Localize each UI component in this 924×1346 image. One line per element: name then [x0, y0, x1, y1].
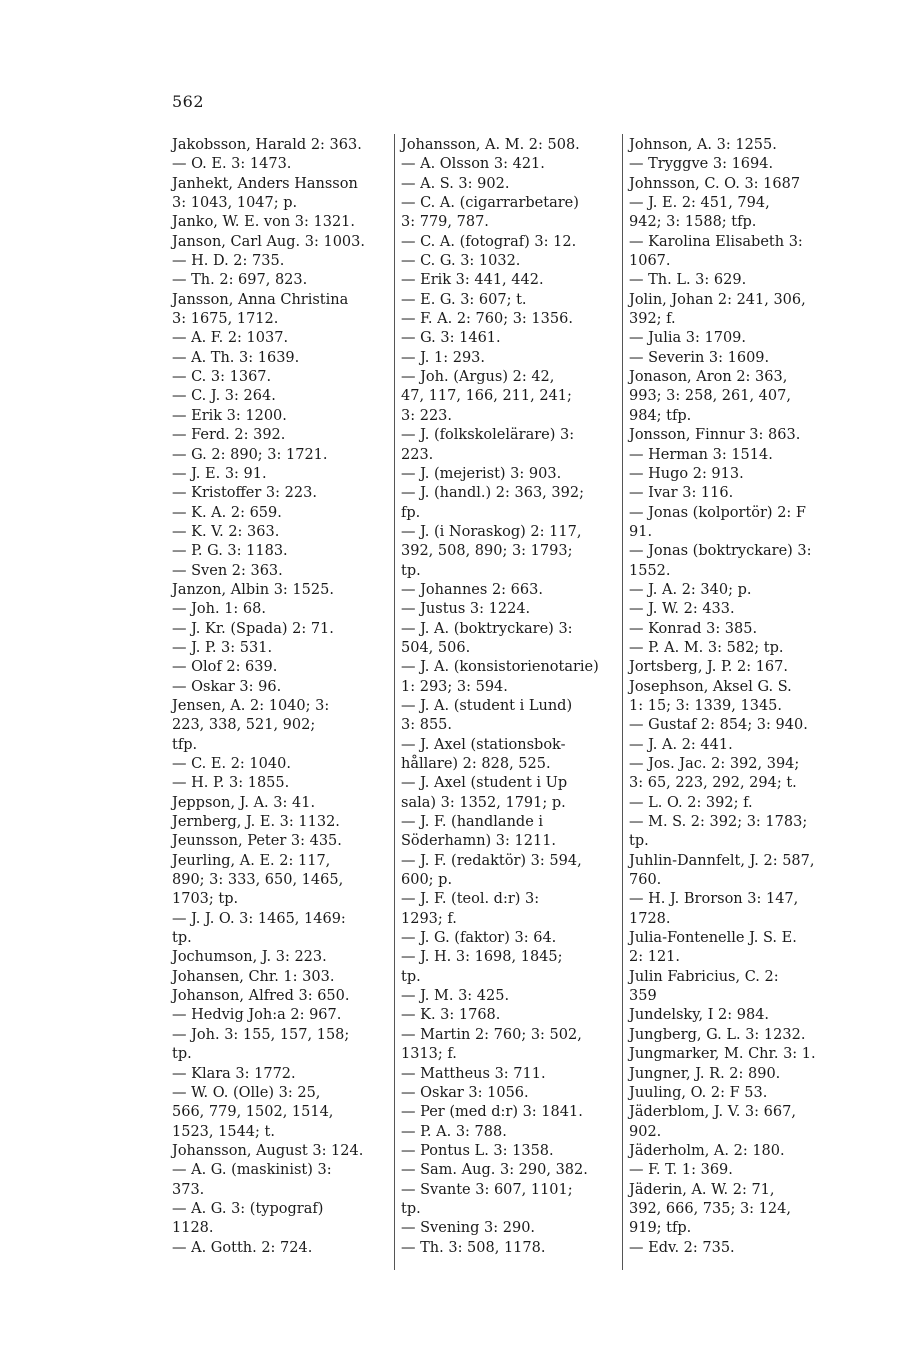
index-column-1: [172, 136, 390, 1258]
index-entry-line: — J. J. O. 3: 1465, 1469:: [172, 910, 346, 927]
index-entry-line: — H. D. 2: 735.: [172, 253, 285, 270]
index-entry-line: — Erik 3: 1200.: [172, 407, 287, 424]
index-entry-line: — Jos. Jac. 2: 392, 394;: [629, 756, 800, 772]
index-entry-line: tp.: [172, 1046, 192, 1063]
column-rule-right: [622, 134, 623, 1270]
index-entry-line: 3: 223.: [401, 407, 453, 424]
index-entry-line: Janko, W. E. von 3: 1321.: [172, 214, 356, 231]
index-entry-line: — A. Olsson 3: 421.: [401, 156, 545, 173]
index-entry-line: sala) 3: 1352, 1791; p.: [401, 794, 566, 811]
index-entry-line: 984; tfp.: [629, 407, 692, 424]
index-entry-line: Jonason, Aron 2: 363,: [629, 369, 788, 386]
index-entry-line: 3: 1675, 1712.: [172, 311, 279, 328]
index-entry-line: 1728.: [629, 910, 671, 927]
index-entry-line: — A. G. (maskinist) 3:: [172, 1162, 332, 1179]
index-entry-line: — H. J. Brorson 3: 147,: [629, 891, 799, 908]
index-entry-line: — Edv. 2: 735.: [629, 1239, 735, 1256]
index-entry-line: — Th. 3: 508, 1178.: [401, 1239, 546, 1256]
index-entry-line: — K. A. 2: 659.: [172, 504, 282, 521]
index-entry-line: 91.: [629, 523, 653, 540]
index-entry-line: — L. O. 2: 392; f.: [629, 794, 753, 811]
index-entry-line: — J. F. (redaktör) 3: 594,: [401, 852, 582, 869]
index-entry-line: Jeunsson, Peter 3: 435.: [172, 833, 342, 850]
index-entry-line: 1703; tp.: [172, 891, 239, 908]
index-entry-line: 373.: [172, 1181, 205, 1198]
index-entry-line: — Joh. 1: 68.: [172, 601, 266, 618]
index-entry-line: Jäderblom, J. V. 3: 667,: [629, 1104, 796, 1121]
index-entry-line: Jolin, Johan 2: 241, 306,: [629, 291, 806, 308]
index-entry-line: Jakobsson, Harald 2: 363.: [172, 137, 362, 153]
index-entry-line: — Th. L. 3: 629.: [629, 272, 747, 289]
index-entry-line: 1523, 1544; t.: [172, 1123, 275, 1140]
index-entry-line: — J. 1: 293.: [401, 349, 486, 366]
index-entry-line: — J. E. 2: 451, 794,: [629, 195, 770, 212]
index-entry-line: 392; f.: [629, 311, 676, 328]
index-entry-line: Jäderholm, A. 2: 180.: [629, 1142, 785, 1159]
index-entry-line: Johansen, Chr. 1: 303.: [172, 968, 335, 985]
index-entry-line: tp.: [401, 968, 421, 985]
index-entry-line: Julin Fabricius, C. 2:: [629, 968, 779, 985]
index-entry-line: — P. G. 3: 1183.: [172, 543, 288, 560]
index-entry-line: — G. 3: 1461.: [401, 330, 501, 347]
index-entry-line: tfp.: [172, 736, 198, 753]
index-entry-line: — J. A. (student i Lund): [401, 697, 573, 714]
index-entry-line: 1313; f.: [401, 1046, 457, 1063]
index-entry-line: — J. E. 3: 91.: [172, 465, 267, 482]
index-entry-line: Juhlin-Dannfelt, J. 2: 587,: [629, 852, 815, 869]
index-entry-line: — A. S. 3: 902.: [401, 175, 510, 192]
index-entry-line: — Martin 2: 760; 3: 502,: [401, 1026, 582, 1043]
index-entry-line: 1: 293; 3: 594.: [401, 678, 508, 695]
index-entry-line: — M. S. 2: 392; 3: 1783;: [629, 814, 808, 831]
index-entry-line: — Herman 3: 1514.: [629, 446, 773, 463]
index-entry-line: Julia-Fontenelle J. S. E.: [629, 930, 797, 947]
index-entry-line: 3: 779, 787.: [401, 214, 489, 231]
index-entry-line: Jungner, J. R. 2: 890.: [629, 1065, 781, 1082]
index-entry-line: — C. 3: 1367.: [172, 369, 272, 386]
index-entry-line: tp.: [172, 930, 192, 947]
index-entry-line: Janson, Carl Aug. 3: 1003.: [172, 233, 365, 250]
index-entry-line: — Per (med d:r) 3: 1841.: [401, 1104, 583, 1121]
index-entry-line: — Oskar 3: 1056.: [401, 1084, 529, 1101]
index-entry-line: Janhekt, Anders Hansson: [172, 175, 358, 192]
index-entry-line: tp.: [401, 562, 421, 579]
index-entry-line: — Pontus L. 3: 1358.: [401, 1142, 554, 1159]
index-entry-line: — J. M. 3: 425.: [401, 988, 510, 1005]
index-entry-line: Janzon, Albin 3: 1525.: [172, 581, 334, 598]
index-entry-line: — P. A. 3: 788.: [401, 1123, 507, 1140]
index-entry-line: Jernberg, J. E. 3: 1132.: [172, 814, 340, 831]
index-entry-line: — J. (i Noraskog) 2: 117,: [401, 523, 582, 540]
index-entry-line: 1552.: [629, 562, 671, 579]
index-entry-line: — Svening 3: 290.: [401, 1220, 536, 1237]
index-entry-line: Jäderin, A. W. 2: 71,: [629, 1181, 775, 1198]
index-entry-line: Johansson, August 3: 124.: [172, 1142, 364, 1159]
index-entry-line: 890; 3: 333, 650, 1465,: [172, 872, 344, 889]
index-entry-line: 392, 508, 890; 3: 1793;: [401, 543, 573, 560]
index-entry-line: — J. Kr. (Spada) 2: 71.: [172, 620, 334, 637]
index-entry-line: 1067.: [629, 253, 671, 270]
index-entry-line: Jortsberg, J. P. 2: 167.: [629, 659, 788, 676]
index-entry-line: 1128.: [172, 1220, 214, 1237]
index-entry-line: — J. (mejerist) 3: 903.: [401, 465, 562, 482]
index-entry-line: 3: 65, 223, 292, 294; t.: [629, 775, 797, 792]
index-entry-line: — F. A. 2: 760; 3: 1356.: [401, 311, 573, 328]
index-entry-line: — Kristoffer 3: 223.: [172, 485, 317, 502]
index-entry-line: — C. A. (cigarrarbetare): [401, 195, 579, 212]
index-entry-line: 600; p.: [401, 872, 453, 889]
index-entry-line: Johanson, Alfred 3: 650.: [172, 988, 350, 1005]
index-entry-line: tp.: [401, 1200, 421, 1217]
index-entry-line: 223, 338, 521, 902;: [172, 717, 316, 734]
index-entry-line: — J. H. 3: 1698, 1845;: [401, 949, 563, 966]
index-entry-line: — H. P. 3: 1855.: [172, 775, 290, 792]
index-entry-line: — J. Axel (stationsbok-: [401, 736, 566, 753]
index-entry-line: — J. A. (konsistorienotarie): [401, 659, 599, 676]
index-entry-line: Jansson, Anna Christina: [172, 291, 349, 308]
index-entry-line: — G. 2: 890; 3: 1721.: [172, 446, 328, 463]
index-entry-line: — Mattheus 3: 711.: [401, 1065, 546, 1082]
index-entry-line: — J. Axel (student i Up: [401, 775, 568, 792]
index-entry-line: — Justus 3: 1224.: [401, 601, 531, 618]
index-entry-line: — C. J. 3: 264.: [172, 388, 276, 405]
index-entry-line: — Klara 3: 1772.: [172, 1065, 296, 1082]
index-entry-line: — Jonas (boktryckare) 3:: [629, 543, 812, 560]
index-entry-line: Juuling, O. 2: F 53.: [629, 1084, 768, 1101]
index-entry-line: — Olof 2: 639.: [172, 659, 278, 676]
index-entry-line: 760.: [629, 872, 662, 889]
column-rule-left: [394, 134, 395, 1270]
index-entry-line: — A. Gotth. 2: 724.: [172, 1239, 313, 1256]
index-entry-line: — E. G. 3: 607; t.: [401, 291, 527, 308]
index-entry-line: hållare) 2: 828, 525.: [401, 756, 551, 772]
index-entry-line: 942; 3: 1588; tfp.: [629, 214, 757, 231]
index-entry-line: — Konrad 3: 385.: [629, 620, 758, 637]
index-entry-line: — Ivar 3: 116.: [629, 485, 734, 502]
index-entry-line: — J. G. (faktor) 3: 64.: [401, 930, 557, 947]
index-entry-line: — K. 3: 1768.: [401, 1007, 501, 1024]
index-entry-line: — Svante 3: 607, 1101;: [401, 1181, 573, 1198]
index-entry-line: — C. G. 3: 1032.: [401, 253, 521, 270]
index-entry-line: Söderhamn) 3: 1211.: [401, 833, 557, 850]
index-entry-line: — C. E. 2: 1040.: [172, 756, 291, 772]
index-entry-line: Jundelsky, I 2: 984.: [629, 1007, 770, 1024]
index-entry-line: 504, 506.: [401, 639, 471, 656]
index-entry-line: — J. A. 2: 441.: [629, 736, 733, 753]
index-entry-line: — J. (handl.) 2: 363, 392;: [401, 485, 584, 502]
index-entry-line: — C. A. (fotograf) 3: 12.: [401, 233, 577, 250]
index-entry-line: 223.: [401, 446, 434, 463]
index-entry-line: — Jonas (kolportör) 2: F: [629, 504, 806, 521]
index-entry-line: — J. F. (handlande i: [401, 814, 544, 831]
index-entry-line: — J. A. 2: 340; p.: [629, 581, 752, 598]
index-entry-line: tp.: [629, 833, 649, 850]
index-entry-line: — Julia 3: 1709.: [629, 330, 747, 347]
index-entry-line: Jonsson, Finnur 3: 863.: [629, 427, 801, 444]
index-entry-line: 392, 666, 735; 3: 124,: [629, 1200, 791, 1217]
index-entry-line: — Erik 3: 441, 442.: [401, 272, 544, 289]
index-entry-line: — P. A. M. 3: 582; tp.: [629, 639, 784, 656]
index-entry-line: Johansson, A. M. 2: 508.: [401, 137, 580, 153]
index-entry-line: — A. F. 2: 1037.: [172, 330, 289, 347]
index-entry-line: 566, 779, 1502, 1514,: [172, 1104, 334, 1121]
index-entry-line: — Johannes 2: 663.: [401, 581, 543, 598]
page-number: 562: [172, 92, 205, 111]
index-entry-line: — Sven 2: 363.: [172, 562, 283, 579]
index-entry-line: — Hugo 2: 913.: [629, 465, 744, 482]
index-entry-line: — J. F. (teol. d:r) 3:: [401, 891, 540, 908]
index-entry-line: Jensen, A. 2: 1040; 3:: [172, 697, 330, 714]
index-entry-line: — J. A. (boktryckare) 3:: [401, 620, 573, 637]
index-entry-line: — Ferd. 2: 392.: [172, 427, 286, 444]
index-entry-line: Johnson, A. 3: 1255.: [629, 137, 777, 153]
index-entry-line: fp.: [401, 504, 421, 521]
index-column-2: [401, 136, 617, 1258]
index-entry-line: Josephson, Aksel G. S.: [629, 678, 792, 695]
index-entry-line: — Gustaf 2: 854; 3: 940.: [629, 717, 808, 734]
index-entry-line: — F. T. 1: 369.: [629, 1162, 733, 1179]
index-entry-line: — K. V. 2: 363.: [172, 523, 280, 540]
index-entry-line: — Sam. Aug. 3: 290, 382.: [401, 1162, 588, 1179]
index-entry-line: — Hedvig Joh:a 2: 967.: [172, 1007, 342, 1024]
index-entry-line: — Tryggve 3: 1694.: [629, 156, 774, 173]
index-column-3: [629, 136, 853, 1258]
index-entry-line: Johnsson, C. O. 3: 1687: [629, 175, 801, 192]
index-entry-line: — Karolina Elisabeth 3:: [629, 233, 803, 250]
index-entry-line: 1: 15; 3: 1339, 1345.: [629, 697, 783, 714]
index-entry-line: — W. O. (Olle) 3: 25,: [172, 1084, 321, 1101]
index-entry-line: 1293; f.: [401, 910, 457, 927]
index-entry-line: Jungberg, G. L. 3: 1232.: [629, 1026, 806, 1043]
index-entry-line: 993; 3: 258, 261, 407,: [629, 388, 791, 405]
index-entry-line: 3: 855.: [401, 717, 453, 734]
index-entry-line: — J. P. 3: 531.: [172, 639, 273, 656]
index-entry-line: 3: 1043, 1047; p.: [172, 195, 298, 212]
index-entry-line: Jeppson, J. A. 3: 41.: [172, 794, 316, 811]
index-entry-line: Jochumson, J. 3: 223.: [172, 949, 327, 966]
index-entry-line: Jeurling, A. E. 2: 117,: [172, 852, 331, 869]
index-entry-line: — A. G. 3: (typograf): [172, 1200, 324, 1217]
index-entry-line: — A. Th. 3: 1639.: [172, 349, 300, 366]
index-entry-line: — J. (folkskolelärare) 3:: [401, 427, 575, 444]
index-entry-line: 919; tfp.: [629, 1220, 692, 1237]
index-entry-line: — Joh. (Argus) 2: 42,: [401, 369, 555, 386]
index-entry-line: — Oskar 3: 96.: [172, 678, 282, 695]
index-entry-line: — Joh. 3: 155, 157, 158;: [172, 1026, 350, 1043]
index-entry-line: — Th. 2: 697, 823.: [172, 272, 308, 289]
index-entry-line: 359: [629, 988, 657, 1005]
index-entry-line: 902.: [629, 1123, 662, 1140]
index-entry-line: 47, 117, 166, 211, 241;: [401, 388, 572, 405]
index-entry-line: Jungmarker, M. Chr. 3: 1.: [629, 1046, 816, 1063]
index-entry-line: 2: 121.: [629, 949, 681, 966]
index-entry-line: — Severin 3: 1609.: [629, 349, 770, 366]
index-entry-line: — J. W. 2: 433.: [629, 601, 735, 618]
index-entry-line: — O. E. 3: 1473.: [172, 156, 292, 173]
